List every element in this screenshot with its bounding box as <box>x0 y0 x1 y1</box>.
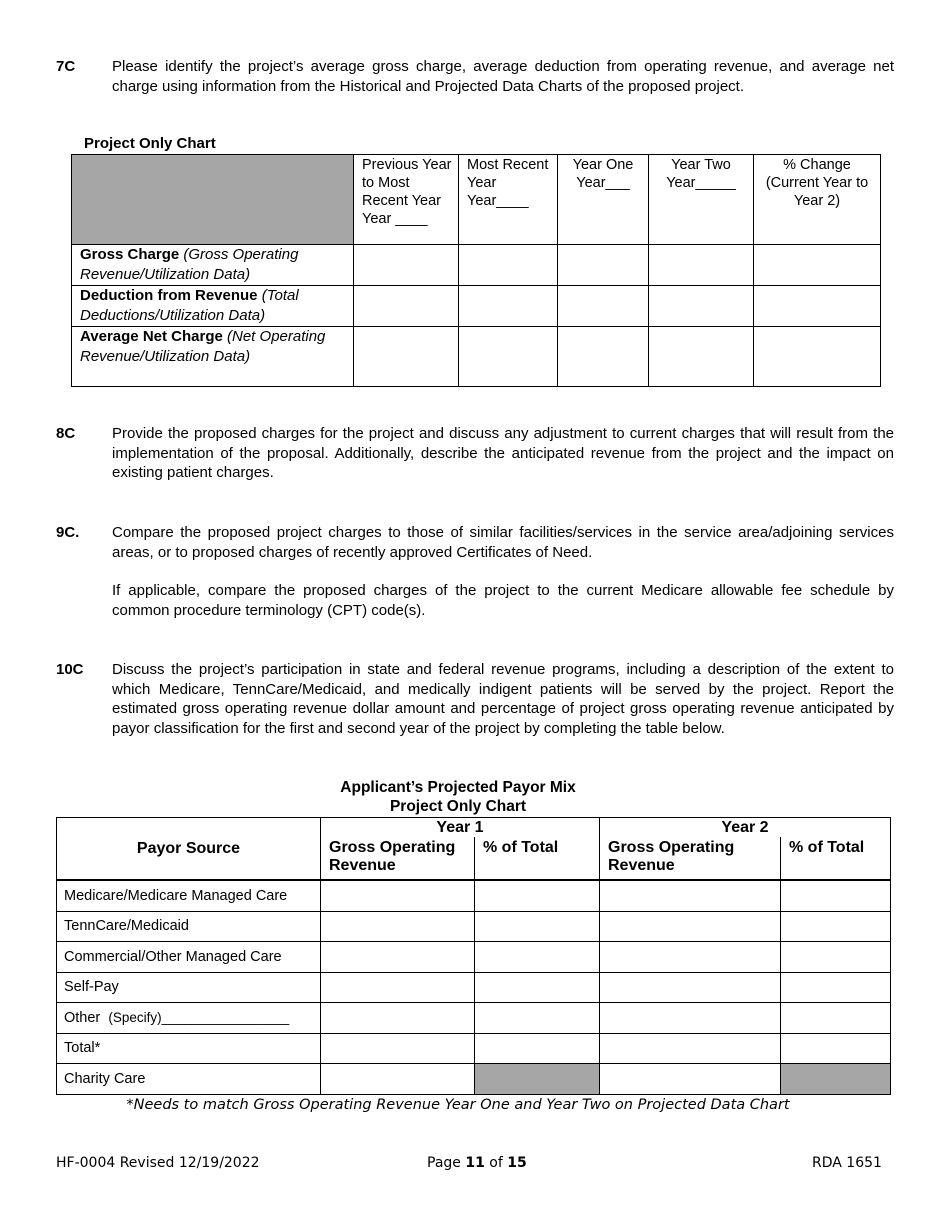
col-header: Most Recent Year Year____ <box>459 155 558 245</box>
input-cell[interactable] <box>781 1003 891 1034</box>
payor-row-label: Self-Pay <box>57 972 321 1003</box>
question-10c <box>56 660 894 738</box>
input-cell[interactable] <box>354 286 459 327</box>
row-label: Deduction from Revenue (Total Deductions/Utilization Data) <box>72 286 354 327</box>
input-cell[interactable] <box>781 942 891 973</box>
input-cell[interactable] <box>459 327 558 387</box>
col-header: Year One Year___ <box>558 155 649 245</box>
footnote: *Needs to match Gross Operating Revenue Year One and Year Two on Projected Data Chart <box>126 1097 790 1113</box>
input-cell[interactable] <box>600 911 781 942</box>
input-cell[interactable] <box>475 1033 600 1064</box>
input-cell[interactable] <box>754 286 881 327</box>
shaded-cell <box>475 1064 600 1095</box>
col-header: Previous Year to Most Recent Year Year ____ <box>354 155 459 245</box>
input-cell[interactable] <box>475 972 600 1003</box>
question-number: 7C <box>56 58 76 75</box>
payor-row-label: Total* <box>57 1033 321 1064</box>
question-text-2: If applicable, compare the proposed charges of the project to the current Medicare allowable fee schedule by common procedure terminology (CPT) code(s). <box>112 582 894 619</box>
question-text: Provide the proposed charges for the project and discuss any adjustment to current charges that will result from the implementation of the proposal. Additionally, describe the anticipated revenue from the project and the impact on existing patient charges. <box>112 425 894 482</box>
pct-total-header: % of Total <box>475 837 600 880</box>
question-text: Please identify the project’s average gross charge, average deduction from operating revenue, and average net charge using information from the Historical and Projected Data Charts of the proposed project. <box>112 58 894 95</box>
header-blank-cell <box>72 155 354 245</box>
payor-source-header: Payor Source <box>57 818 321 881</box>
gross-revenue-header: Gross Operating Revenue <box>600 837 781 880</box>
question-9c <box>56 523 894 620</box>
year1-header: Year 1 <box>321 818 600 838</box>
question-8c <box>56 424 894 483</box>
payor-mix-title: Applicant’s Projected Payor Mix <box>340 779 576 796</box>
input-cell[interactable] <box>600 1003 781 1034</box>
input-cell[interactable] <box>475 942 600 973</box>
input-cell[interactable] <box>649 327 754 387</box>
input-cell[interactable] <box>475 880 600 911</box>
specify-line[interactable]: (Specify)_________________ <box>108 1009 290 1025</box>
question-text: Compare the proposed project charges to those of similar facilities/services in the service area/adjoining services areas, or to proposed charges of recently approved Certificates of Need. <box>112 524 894 561</box>
input-cell[interactable] <box>558 245 649 286</box>
input-cell[interactable] <box>321 942 475 973</box>
chart-caption: Project Only Chart <box>84 135 216 152</box>
input-cell[interactable] <box>459 286 558 327</box>
payor-mix-table <box>56 817 891 1095</box>
payor-row-label: Commercial/Other Managed Care <box>57 942 321 973</box>
gross-revenue-header: Gross Operating Revenue <box>321 837 475 880</box>
pct-total-header: % of Total <box>781 837 891 880</box>
payor-mix-subtitle: Project Only Chart <box>389 798 527 815</box>
input-cell[interactable] <box>321 880 475 911</box>
input-cell[interactable] <box>600 1064 781 1095</box>
input-cell[interactable] <box>321 1064 475 1095</box>
input-cell[interactable] <box>321 1003 475 1034</box>
input-cell[interactable] <box>321 972 475 1003</box>
input-cell[interactable] <box>781 880 891 911</box>
payor-row-label: TennCare/Medicaid <box>57 911 321 942</box>
input-cell[interactable] <box>754 245 881 286</box>
question-text: Discuss the project’s participation in state and federal revenue programs, including a description of the extent to which Medicare, TennCare/Medicaid, and medically indigent patients will be served by the project. Report the estimated gross operating revenue dollar amount and percentage of project gross operating revenue anticipated by payor classification for the first and second year of the project by completing the table below. <box>112 661 894 737</box>
row-label: Average Net Charge (Net Operating Revenue/Utilization Data) <box>72 327 354 387</box>
input-cell[interactable] <box>754 327 881 387</box>
question-number: 8C <box>56 425 76 442</box>
page-number: Page 11 of 15 <box>427 1155 527 1171</box>
input-cell[interactable] <box>600 880 781 911</box>
input-cell[interactable] <box>475 911 600 942</box>
payor-row-label: Charity Care <box>57 1064 321 1095</box>
payor-row-label: Medicare/Medicare Managed Care <box>57 880 321 911</box>
input-cell[interactable] <box>321 911 475 942</box>
input-cell[interactable] <box>781 1033 891 1064</box>
col-header: Year Two Year_____ <box>649 155 754 245</box>
question-7c <box>56 57 894 96</box>
input-cell[interactable] <box>558 286 649 327</box>
shaded-cell <box>781 1064 891 1095</box>
input-cell[interactable] <box>781 911 891 942</box>
input-cell[interactable] <box>781 972 891 1003</box>
input-cell[interactable] <box>354 245 459 286</box>
input-cell[interactable] <box>649 245 754 286</box>
input-cell[interactable] <box>649 286 754 327</box>
input-cell[interactable] <box>354 327 459 387</box>
rda-number: RDA 1651 <box>812 1155 882 1171</box>
form-id: HF-0004 Revised 12/19/2022 <box>56 1155 260 1171</box>
row-label: Gross Charge (Gross Operating Revenue/Utilization Data) <box>72 245 354 286</box>
col-header: % Change (Current Year to Year 2) <box>754 155 881 245</box>
input-cell[interactable] <box>558 327 649 387</box>
input-cell[interactable] <box>600 972 781 1003</box>
input-cell[interactable] <box>459 245 558 286</box>
payor-row-label: Other (Specify)_________________ <box>57 1003 321 1034</box>
input-cell[interactable] <box>600 1033 781 1064</box>
input-cell[interactable] <box>475 1003 600 1034</box>
question-number: 10C <box>56 661 84 678</box>
input-cell[interactable] <box>321 1033 475 1064</box>
year2-header: Year 2 <box>600 818 891 838</box>
charge-chart <box>71 154 881 387</box>
question-number: 9C. <box>56 524 80 541</box>
input-cell[interactable] <box>600 942 781 973</box>
